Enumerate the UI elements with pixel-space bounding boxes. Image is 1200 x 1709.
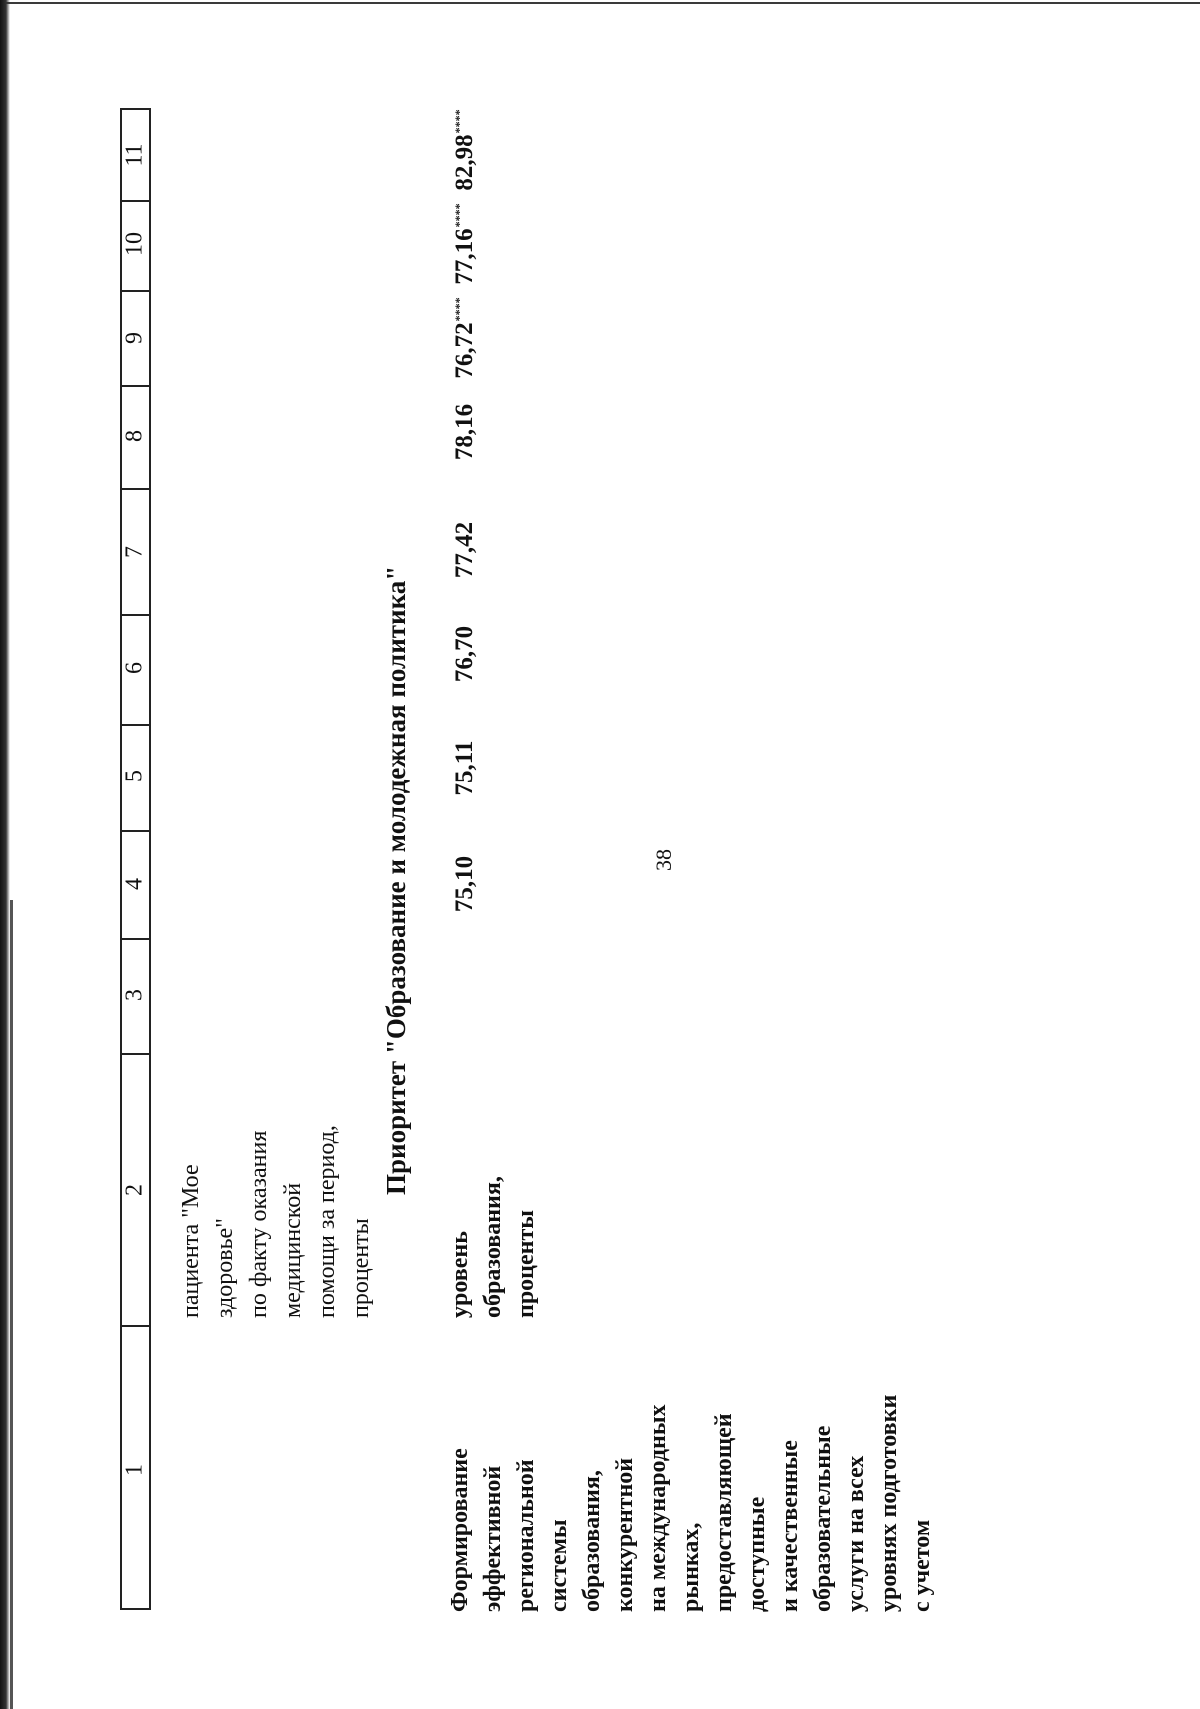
column-number: 7	[121, 546, 148, 558]
column-number: 10	[121, 232, 148, 256]
header-separator	[120, 614, 151, 616]
value-text: 78,16	[451, 403, 478, 461]
education-row-col2	[444, 1176, 543, 1318]
cell-line: на международных	[645, 1404, 671, 1612]
cell-line: здоровье"	[212, 1218, 238, 1318]
value-text: 76,70	[451, 625, 478, 683]
column-number: 4	[121, 878, 148, 890]
value-col11	[451, 109, 479, 190]
column-number: 6	[121, 662, 148, 674]
priority-heading: Приоритет "Образование и молодежная политика"	[381, 565, 411, 1195]
value-col8	[451, 404, 479, 460]
header-separator	[120, 488, 151, 490]
header-border-bottom	[149, 108, 151, 1610]
value-text: 77,16	[451, 228, 478, 285]
cell-line: образования,	[480, 1176, 506, 1318]
header-separator	[120, 1053, 151, 1055]
value-col5	[451, 741, 479, 796]
cell-line: предоставляющей	[711, 1413, 737, 1612]
cell-line: услуги на всех	[843, 1455, 869, 1612]
cell-line: с учетом	[909, 1519, 935, 1612]
cell-line: конкурентной	[612, 1457, 638, 1612]
value-col7	[451, 522, 479, 578]
column-number: 8	[121, 430, 148, 442]
value-col6	[451, 626, 479, 682]
cell-line: Формирование	[447, 1448, 473, 1612]
header-separator	[120, 830, 151, 832]
value-text: 76,72	[451, 322, 478, 379]
cell-line: уровень	[447, 1231, 473, 1318]
education-row-col1	[444, 1395, 939, 1612]
column-number: 3	[121, 989, 148, 1001]
value-text: 75,11	[451, 740, 478, 796]
cell-line: образования,	[579, 1470, 605, 1612]
footnote-mark: ****	[451, 203, 466, 228]
header-separator	[120, 108, 151, 110]
column-number: 1	[121, 1464, 148, 1476]
cell-line: и качественные	[777, 1440, 803, 1612]
footnote-mark: ****	[451, 297, 466, 322]
scan-left-edge	[0, 0, 10, 1709]
header-separator	[120, 938, 151, 940]
column-number: 5	[121, 770, 148, 782]
cell-line: проценты	[348, 1218, 374, 1318]
cell-line: системы	[546, 1519, 572, 1612]
cell-line: эффективной	[480, 1465, 506, 1612]
cell-line: региональной	[513, 1459, 539, 1612]
cell-line: медицинской	[280, 1182, 306, 1318]
cell-line: образовательные	[810, 1425, 836, 1612]
header-separator	[120, 290, 151, 292]
header-separator	[120, 200, 151, 202]
cell-line: проценты	[513, 1209, 539, 1318]
value-text: 82,98	[451, 134, 478, 191]
cell-line: помощи за период,	[314, 1125, 340, 1318]
page-number: 38	[651, 849, 676, 871]
value-col9	[451, 297, 479, 378]
cell-line: уровнях подготовки	[876, 1394, 902, 1612]
value-text: 77,42	[451, 521, 478, 579]
footnote-mark: ****	[451, 109, 466, 134]
cell-line: пациента "Мое	[178, 1164, 204, 1318]
header-separator	[120, 1325, 151, 1327]
header-separator	[120, 1608, 151, 1610]
column-number: 9	[121, 332, 148, 344]
cell-line: рынках,	[678, 1522, 704, 1612]
continuation-cell-col2	[174, 1125, 378, 1318]
header-separator	[120, 385, 151, 387]
column-number: 11	[121, 143, 148, 167]
scan-top-line	[0, 2, 1200, 4]
value-col10	[451, 203, 479, 284]
cell-line: по факту оказания	[246, 1130, 272, 1318]
cell-line: доступные	[744, 1496, 770, 1612]
column-number: 2	[121, 1184, 148, 1196]
scan-left-edge-shadow	[10, 900, 13, 1709]
value-text: 75,10	[451, 855, 478, 913]
header-separator	[120, 724, 151, 726]
value-col4	[451, 856, 479, 912]
